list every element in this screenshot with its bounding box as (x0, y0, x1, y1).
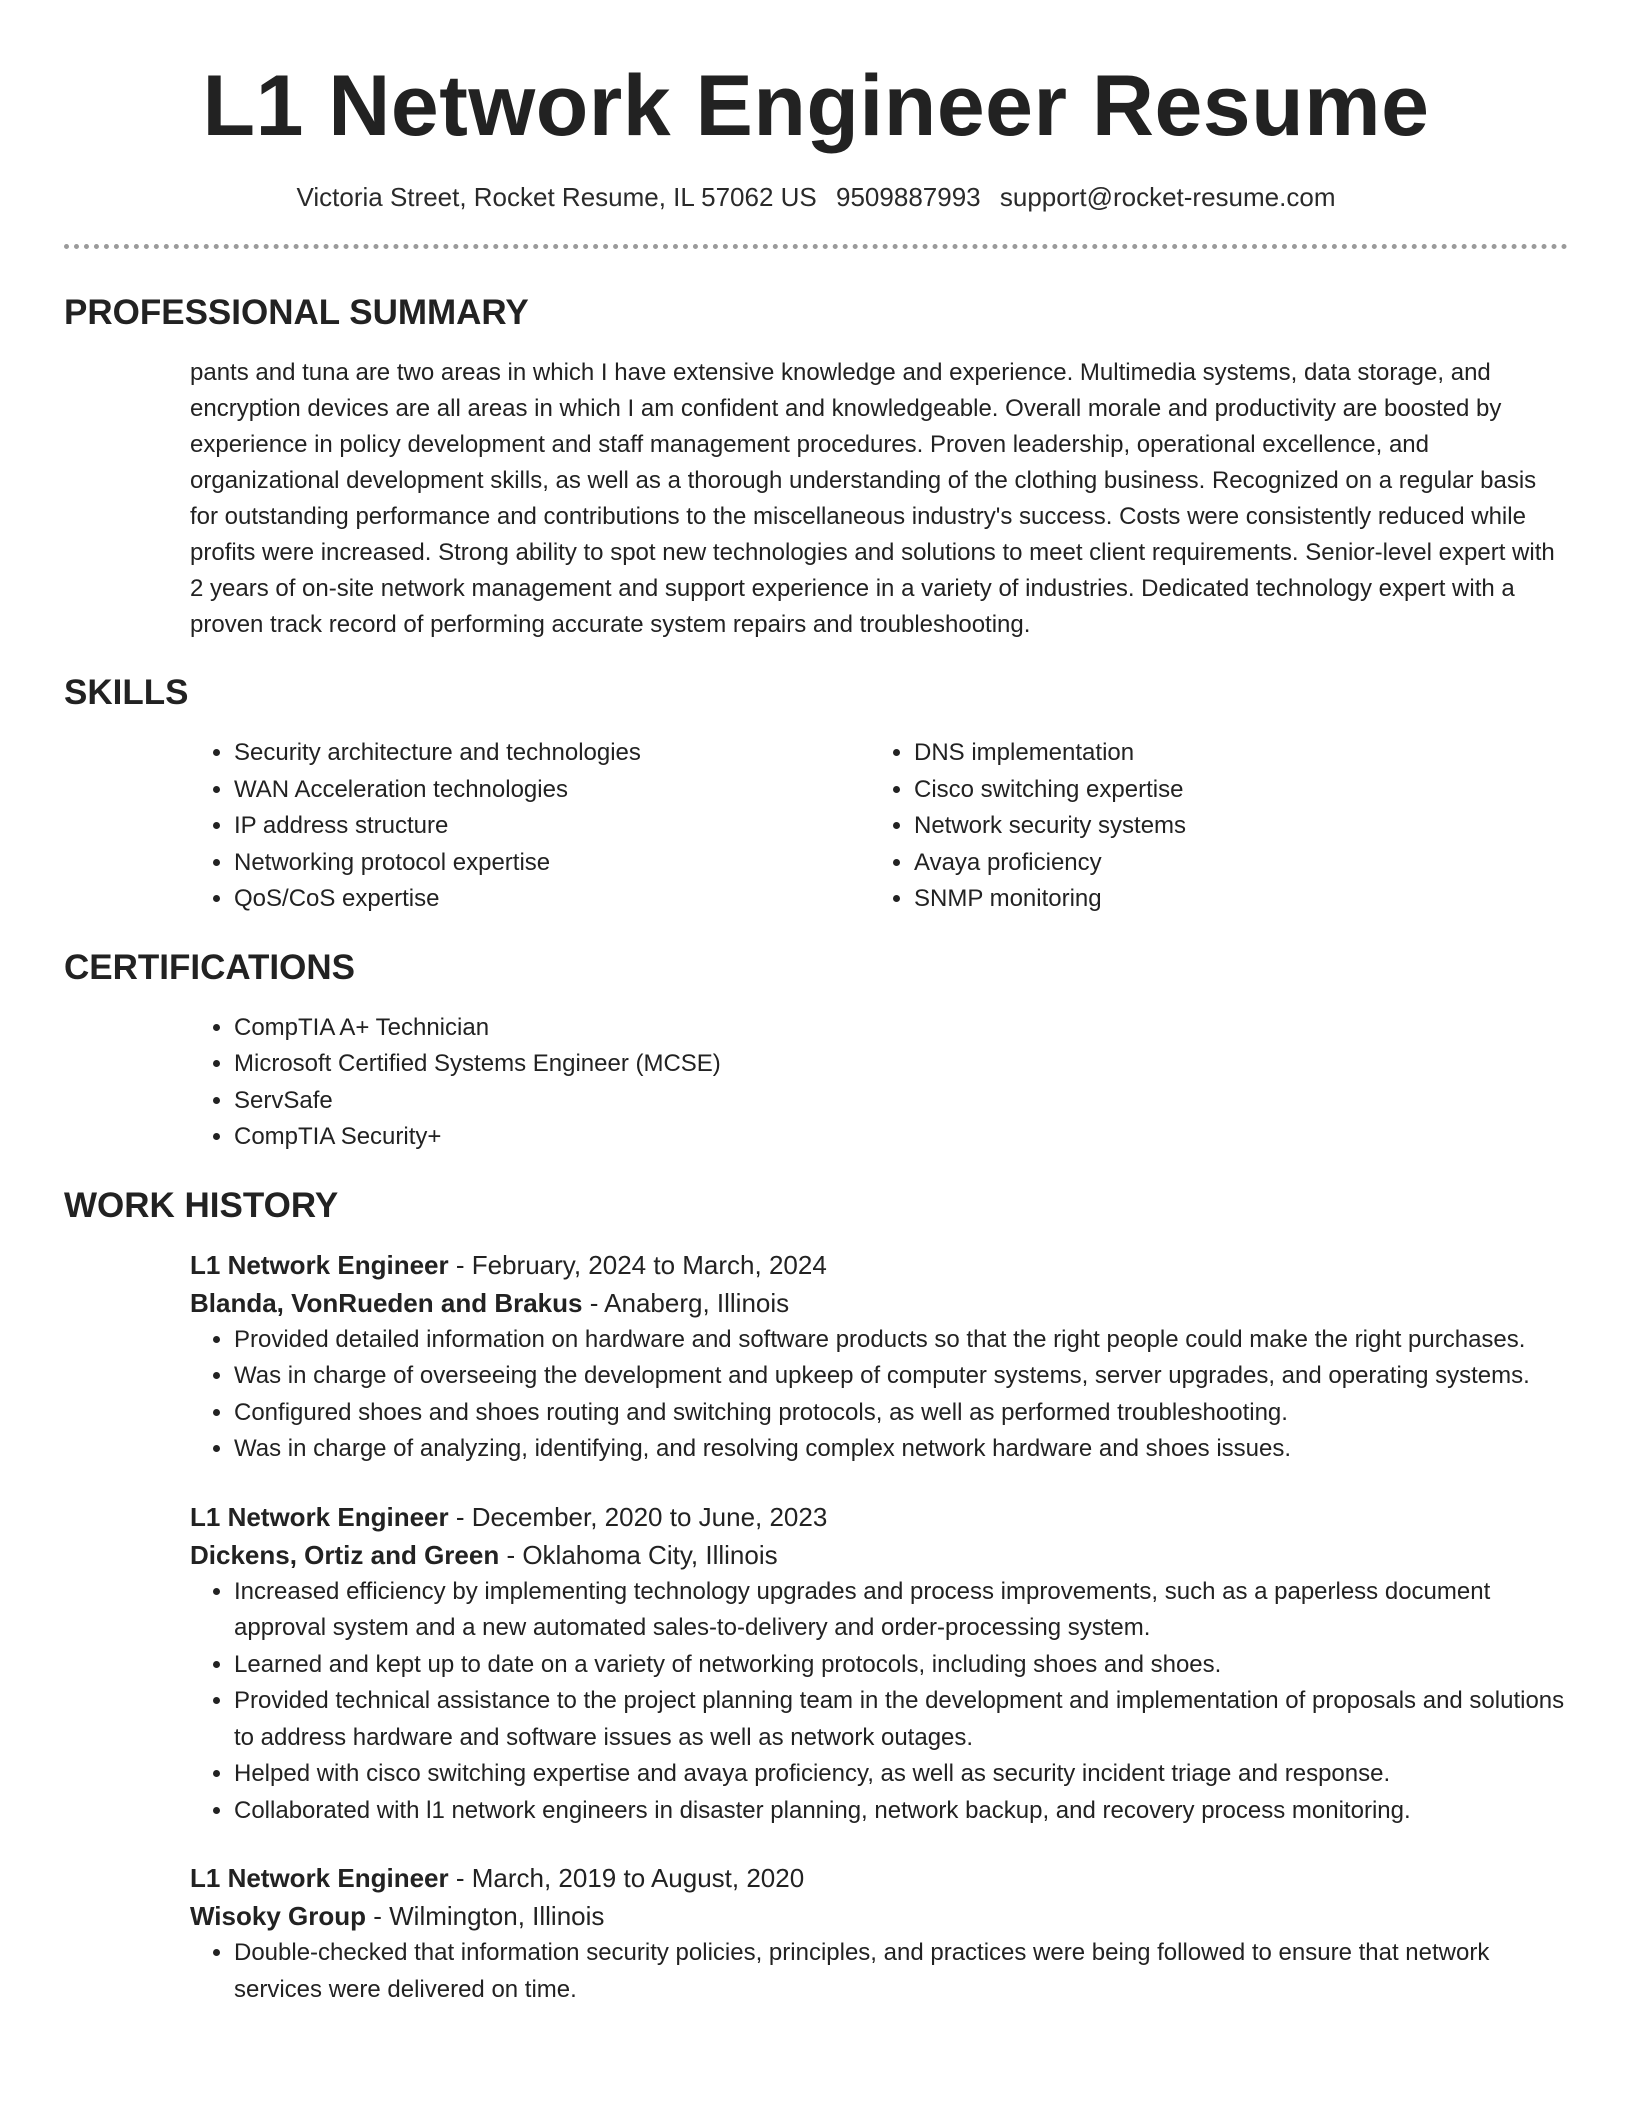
job-title: L1 Network Engineer (190, 1863, 449, 1893)
job-dates: - February, 2024 to March, 2024 (448, 1249, 827, 1280)
skills-section (64, 671, 1568, 918)
job-entry (190, 1498, 1568, 1830)
job-duties-list (190, 1574, 1568, 1830)
job-duty: • Helped with cisco switching expertise and avaya proficiency, as well as security incident triage and response. (234, 1756, 1568, 1793)
job-duty: • Increased efficiency by implementing technology upgrades and process improvements, such as a paperless document approval system and a new automated sales-to-delivery and order-processing system. (234, 1574, 1568, 1647)
summary-text: pants and tuna are two areas in which I have extensive knowledge and experience. Multimedia systems, data storage, and encryption devices are all areas in which I am confident and knowledgeable. Overall morale and productivity are boosted by experience in policy development and staff management procedures. Proven leadership, operational excellence, and organizational development skills, as well as a thorough understanding of the clothing business. Recognized on a regular basis for outstanding performance and contributions to the miscellaneous industry's success. Costs were consistently reduced while profits were increased. Strong ability to spot new technologies and solutions to meet client requirements. Senior-level expert with 2 years of on-site network management and support experience in a variety of industries. Dedicated technology expert with a proven track record of performing accurate system repairs and troubleshooting. (190, 359, 1555, 638)
job-entry (190, 1859, 1568, 2008)
job-duty: • Learned and kept up to date on a variety of networking protocols, including shoes and shoes. (234, 1647, 1568, 1684)
job-duty: • Configured shoes and shoes routing and switching protocols, as well as performed troubleshooting. (234, 1395, 1568, 1432)
skill-item: • Cisco switching expertise (914, 772, 1550, 809)
certifications-section (64, 946, 1568, 1156)
skills-heading: SKILLS (64, 673, 189, 712)
job-duty: • Was in charge of analyzing, identifying, and resolving complex network hardware and shoes issues. (234, 1431, 1568, 1468)
job-title-line (190, 1246, 1568, 1284)
job-duty: • Was in charge of overseeing the development and upkeep of computer systems, server upgrades, and operating systems. (234, 1358, 1568, 1395)
certification-item: • Microsoft Certified Systems Engineer (MCSE) (234, 1046, 1568, 1083)
job-company: Blanda, VonRueden and Brakus (190, 1287, 583, 1318)
job-company-line (190, 1284, 1568, 1322)
skill-item: • Avaya proficiency (914, 845, 1550, 882)
job-dates: - March, 2019 to August, 2020 (448, 1863, 805, 1893)
skills-list-left (190, 735, 870, 918)
job-company: Dickens, Ortiz and Green (190, 1539, 500, 1570)
job-dates: - December, 2020 to June, 2023 (448, 1501, 828, 1532)
job-entry (190, 1246, 1568, 1468)
job-duties-list (190, 1935, 1568, 2008)
work-history-heading: WORK HISTORY (64, 1185, 339, 1225)
certification-item: • CompTIA A+ Technician (234, 1010, 1568, 1047)
contact-address: Victoria Street, Rocket Resume, IL 57062 US (296, 182, 817, 212)
job-company-line (190, 1897, 1568, 1935)
certification-item: • CompTIA Security+ (234, 1119, 1568, 1156)
skill-item: • Security architecture and technologies (234, 735, 870, 772)
skills-grid (190, 735, 1568, 918)
skill-item: • SNMP monitoring (914, 881, 1550, 918)
job-duty: • Provided detailed information on hardware and software products so that the right people could make the right purchases. (234, 1322, 1568, 1359)
contact-phone: 9509887993 (836, 182, 981, 212)
contact-line (64, 180, 1568, 214)
skill-item: • Network security systems (914, 808, 1550, 845)
job-title-line (190, 1498, 1568, 1536)
header-divider (64, 244, 1568, 249)
skill-item: • IP address structure (234, 808, 870, 845)
skills-column-left (190, 735, 870, 918)
job-duty: • Collaborated with l1 network engineers in disaster planning, network backup, and recovery process monitoring. (234, 1793, 1568, 1830)
work-history-section (64, 1184, 1568, 2009)
contact-email: support@rocket-resume.com (999, 182, 1336, 212)
certifications-heading: CERTIFICATIONS (64, 947, 356, 987)
job-location: - Anaberg, Illinois (582, 1287, 790, 1318)
job-company-line (190, 1536, 1568, 1574)
certification-item: • ServSafe (234, 1083, 1568, 1120)
job-duties-list (190, 1322, 1568, 1468)
skills-list-right (870, 735, 1550, 918)
skill-item: • WAN Acceleration technologies (234, 772, 870, 809)
certifications-list-wrap (190, 1010, 1568, 1156)
summary-section (64, 291, 1568, 643)
skills-column-right (870, 735, 1550, 918)
job-location: - Oklahoma City, Illinois (499, 1539, 778, 1570)
job-location: - Wilmington, Illinois (366, 1901, 605, 1931)
skill-item: • Networking protocol expertise (234, 845, 870, 882)
job-duty: • Double-checked that information security policies, principles, and practices were being followed to ensure that network services were delivered on time. (234, 1935, 1568, 2008)
job-title: L1 Network Engineer (190, 1249, 449, 1280)
job-title-line (190, 1859, 1568, 1897)
summary-heading: PROFESSIONAL SUMMARY (64, 293, 529, 332)
job-duty: • Provided technical assistance to the project planning team in the development and implementation of proposals and solutions to address hardware and software issues as well as network outages. (234, 1683, 1568, 1756)
job-company: Wisoky Group (190, 1901, 367, 1931)
skill-item: • DNS implementation (914, 735, 1550, 772)
skill-item: • QoS/CoS expertise (234, 881, 870, 918)
job-title: L1 Network Engineer (190, 1501, 449, 1532)
certifications-list (190, 1010, 1568, 1156)
resume-title: L1 Network Engineer Resume (202, 58, 1430, 154)
